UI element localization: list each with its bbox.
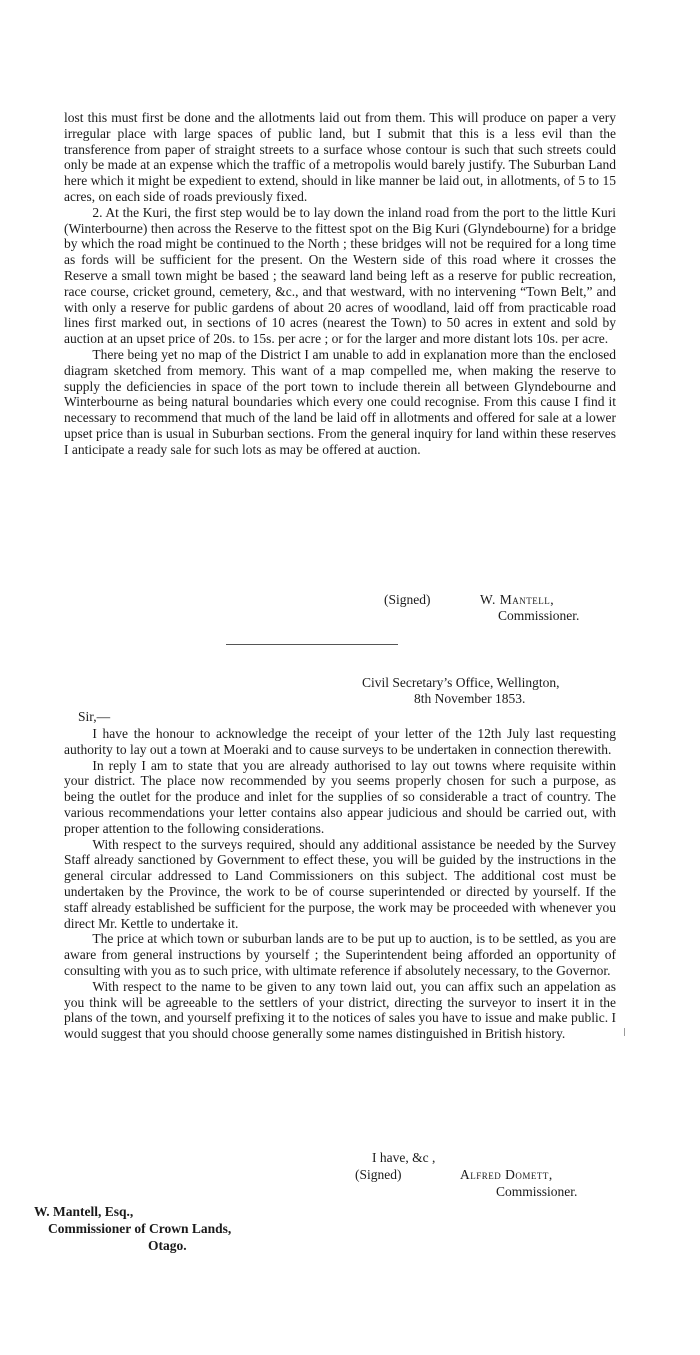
margin-mark xyxy=(624,1028,625,1036)
addressee-title: Commissioner of Crown Lands, xyxy=(48,1221,232,1236)
paragraph: The price at which town or suburban lands are to be put up to auction, is to be settled, as you are aware from general instructions by yourself ; the Superintendent being afforded an opportunity of consulting with you as to such price, with ultimate reference if absolutely necessary, to the Governor. xyxy=(64,931,616,978)
letter-mantell-body xyxy=(64,110,616,458)
signatory-title: Commissioner. xyxy=(498,608,580,623)
paragraph: There being yet no map of the District I am unable to add in explanation more than the enclosed diagram sketched from memory. This want of a map compelled me, when making the reserve to supply the deficiencies in space of the port town to include therein all between Glyndebourne and Winterbourne as being natural boundaries which every one could recognise. From this cause I find it necessary to recommend that much of the land be laid off in allotments and offered for sale at a lower upset price than is usual in Suburban sections. From the general inquiry for land within these reserves I anticipate a ready sale for such lots as may be offered at auction. xyxy=(64,346,616,457)
addressee-name: W. Mantell, Esq., xyxy=(34,1204,134,1219)
addressee-location: Otago. xyxy=(148,1238,187,1253)
signed-label: (Signed) xyxy=(384,592,431,607)
signatory-title: Commissioner. xyxy=(496,1184,578,1199)
signed-label: (Signed) xyxy=(355,1167,402,1182)
signatory-name: W. Mantell, xyxy=(480,592,555,607)
section-divider xyxy=(226,644,398,645)
salutation: Sir,— xyxy=(78,709,111,724)
signatory-name: Alfred Domett, xyxy=(460,1167,553,1182)
letter-domett-body xyxy=(64,726,616,1042)
paragraph: I have the honour to acknowledge the receipt of your letter of the 12th July last requesting authority to lay out a town at Moeraki and to cause surveys to be undertaken in connection therewith. xyxy=(64,726,616,757)
paragraph: lost this must first be done and the allotments laid out from them. This will produce on paper a very irregular place with large spaces of public land, but I submit that this is a less evil than the transference from paper of straight streets to a surface whose contour is such that such streets could only be made at an expense which the traffic of a metropolis would barely justify. The Suburban Land here which it might be expedient to extend, should in like manner be laid out, in allotments, of 5 to 15 acres, on each side of roads previously fixed. xyxy=(64,110,616,204)
letter-place: Civil Secretary’s Office, Wellington, xyxy=(362,675,560,690)
paragraph: With respect to the name to be given to any town laid out, you can affix such an appelation as you think will be agreeable to the settlers of your district, directing the surveyor to insert it in the plans of the town, and yourself prefixing it to the notices of sales you have to issue and make public. I would suggest that you should choose generally some names distinguished in British history. xyxy=(64,978,616,1042)
paragraph: In reply I am to state that you are already authorised to lay out towns where requisite within your district. The place now recommended by you seems properly chosen for such a purpose, as being the outlet for the produce and inlet for the supplies of so considerable a tract of country. The various recommendations your letter contains also appear judicious and should be carried out, with proper attention to the following considerations. xyxy=(64,757,616,836)
letter-date: 8th November 1853. xyxy=(414,691,526,706)
paragraph: With respect to the surveys required, should any additional assistance be needed by the Survey Staff already sanctioned by Government to effect these, you will be guided by the instructions in the general circular addressed to Land Commissioners on this subject. The additional cost must be undertaken by the Province, the work to be of course superintended or directed by yourself. If the staff already established be sufficient for the purpose, the work may be proceeded with whenever you direct Mr. Kettle to undertake it. xyxy=(64,836,616,931)
closing: I have, &c , xyxy=(372,1150,436,1165)
paragraph: 2. At the Kuri, the first step would be to lay down the inland road from the port to the little Kuri (Winterbourne) then across the Reserve to the fittest spot on the Big Kuri (Glyndebourne) for a bridge by which the road might be continued to the North ; these bridges will not be required for a long time as fords will be sufficient for the present. On the Western side of this road where it crosses the Reserve a small town might be based ; the seaward land being left as a reserve for public recreation, race course, cricket ground, cemetery, &c., and that westward, with no intervening “Town Belt,” and with only a reserve for public gardens of about 20 acres of woodland, laid off from practicable road lines first marked out, in sections of 10 acres (nearest the Town) to 50 acres in extent and sold by auction at an upset price of 20s. to 15s. per acre ; or for the larger and more distant lots 10s. per acre. xyxy=(64,204,616,347)
